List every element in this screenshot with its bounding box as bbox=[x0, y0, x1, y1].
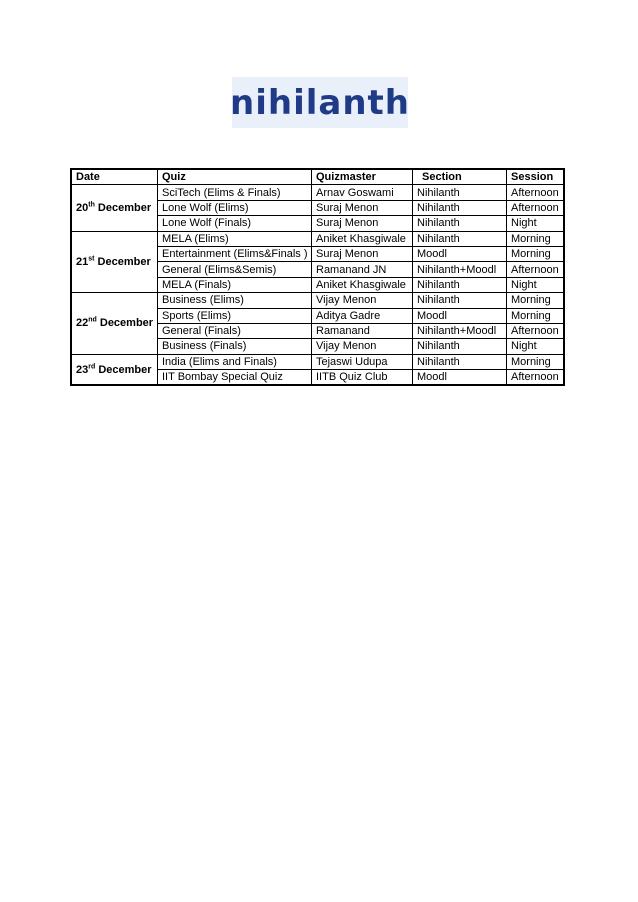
session-cell: Afternoon bbox=[507, 323, 564, 338]
section-cell: Nihilanth+Moodl bbox=[413, 323, 507, 338]
quizmaster-cell: Aniket Khasgiwale bbox=[312, 277, 413, 292]
session-cell: Morning bbox=[507, 231, 564, 246]
header-session: Session bbox=[507, 170, 564, 185]
section-cell: Moodl bbox=[413, 246, 507, 261]
logo bbox=[232, 77, 408, 128]
quizmaster-cell: Ramanand bbox=[312, 323, 413, 338]
quizmaster-cell: Vijay Menon bbox=[312, 339, 413, 354]
quiz-cell: Sports (Elims) bbox=[158, 308, 312, 323]
quizmaster-cell: Suraj Menon bbox=[312, 216, 413, 231]
header-row bbox=[72, 170, 564, 185]
logo-text: nihilanth bbox=[230, 82, 410, 123]
session-cell: Night bbox=[507, 339, 564, 354]
session-cell: Afternoon bbox=[507, 200, 564, 215]
date-cell bbox=[72, 293, 158, 355]
quizmaster-cell: Aditya Gadre bbox=[312, 308, 413, 323]
header-section: Section bbox=[413, 170, 507, 185]
quizmaster-cell: Tejaswi Udupa bbox=[312, 354, 413, 369]
table-row bbox=[72, 293, 564, 308]
section-cell: Nihilanth bbox=[413, 231, 507, 246]
quizmaster-cell: Vijay Menon bbox=[312, 293, 413, 308]
session-cell: Morning bbox=[507, 293, 564, 308]
session-cell: Afternoon bbox=[507, 262, 564, 277]
date-suffix: rd bbox=[88, 362, 96, 370]
section-cell: Nihilanth bbox=[413, 200, 507, 215]
header-date: Date bbox=[72, 170, 158, 185]
quiz-cell: Lone Wolf (Elims) bbox=[158, 200, 312, 215]
date-day: 23 bbox=[76, 363, 89, 376]
session-cell: Morning bbox=[507, 246, 564, 261]
quiz-cell: MELA (Finals) bbox=[158, 277, 312, 292]
session-cell: Afternoon bbox=[507, 370, 564, 385]
section-cell: Nihilanth bbox=[413, 339, 507, 354]
date-month: December bbox=[97, 255, 151, 268]
quizmaster-cell: IITB Quiz Club bbox=[312, 370, 413, 385]
section-cell: Nihilanth bbox=[413, 277, 507, 292]
quiz-cell: General (Finals) bbox=[158, 323, 312, 338]
date-suffix: nd bbox=[88, 316, 97, 324]
quizmaster-cell: Suraj Menon bbox=[312, 200, 413, 215]
date-cell bbox=[72, 354, 158, 385]
date-cell bbox=[72, 185, 158, 231]
header-quizmaster: Quizmaster bbox=[312, 170, 413, 185]
date-day: 20 bbox=[76, 201, 89, 214]
schedule-table bbox=[71, 169, 564, 385]
quizmaster-cell: Ramanand JN bbox=[312, 262, 413, 277]
quizmaster-cell: Aniket Khasgiwale bbox=[312, 231, 413, 246]
quiz-cell: Entertainment (Elims&Finals ) bbox=[158, 246, 312, 261]
session-cell: Morning bbox=[507, 354, 564, 369]
section-cell: Moodl bbox=[413, 370, 507, 385]
quiz-cell: Lone Wolf (Finals) bbox=[158, 216, 312, 231]
quiz-cell: India (Elims and Finals) bbox=[158, 354, 312, 369]
quiz-cell: Business (Elims) bbox=[158, 293, 312, 308]
session-cell: Night bbox=[507, 216, 564, 231]
date-day: 22 bbox=[76, 317, 89, 330]
date-suffix: th bbox=[88, 201, 95, 209]
date-month: December bbox=[99, 317, 154, 330]
table-row bbox=[72, 354, 564, 369]
quiz-cell: SciTech (Elims & Finals) bbox=[158, 185, 312, 200]
quiz-cell: IIT Bombay Special Quiz bbox=[158, 370, 312, 385]
section-cell: Nihilanth bbox=[413, 354, 507, 369]
quiz-cell: MELA (Elims) bbox=[158, 231, 312, 246]
session-cell: Afternoon bbox=[507, 185, 564, 200]
schedule-body bbox=[72, 185, 564, 385]
session-cell: Night bbox=[507, 277, 564, 292]
section-cell: Nihilanth bbox=[413, 293, 507, 308]
session-cell: Morning bbox=[507, 308, 564, 323]
quiz-cell: General (Elims&Semis) bbox=[158, 262, 312, 277]
date-suffix: st bbox=[88, 255, 95, 263]
header-quiz: Quiz bbox=[158, 170, 312, 185]
section-cell: Nihilanth+Moodl bbox=[413, 262, 507, 277]
date-month: December bbox=[97, 201, 152, 214]
date-day: 21 bbox=[76, 255, 89, 268]
date-month: December bbox=[98, 363, 152, 376]
date-cell bbox=[72, 231, 158, 293]
section-cell: Nihilanth bbox=[413, 185, 507, 200]
quiz-cell: Business (Finals) bbox=[158, 339, 312, 354]
section-cell: Moodl bbox=[413, 308, 507, 323]
table-row bbox=[72, 231, 564, 246]
table-row bbox=[72, 185, 564, 200]
section-cell: Nihilanth bbox=[413, 216, 507, 231]
quizmaster-cell: Suraj Menon bbox=[312, 246, 413, 261]
quizmaster-cell: Arnav Goswami bbox=[312, 185, 413, 200]
